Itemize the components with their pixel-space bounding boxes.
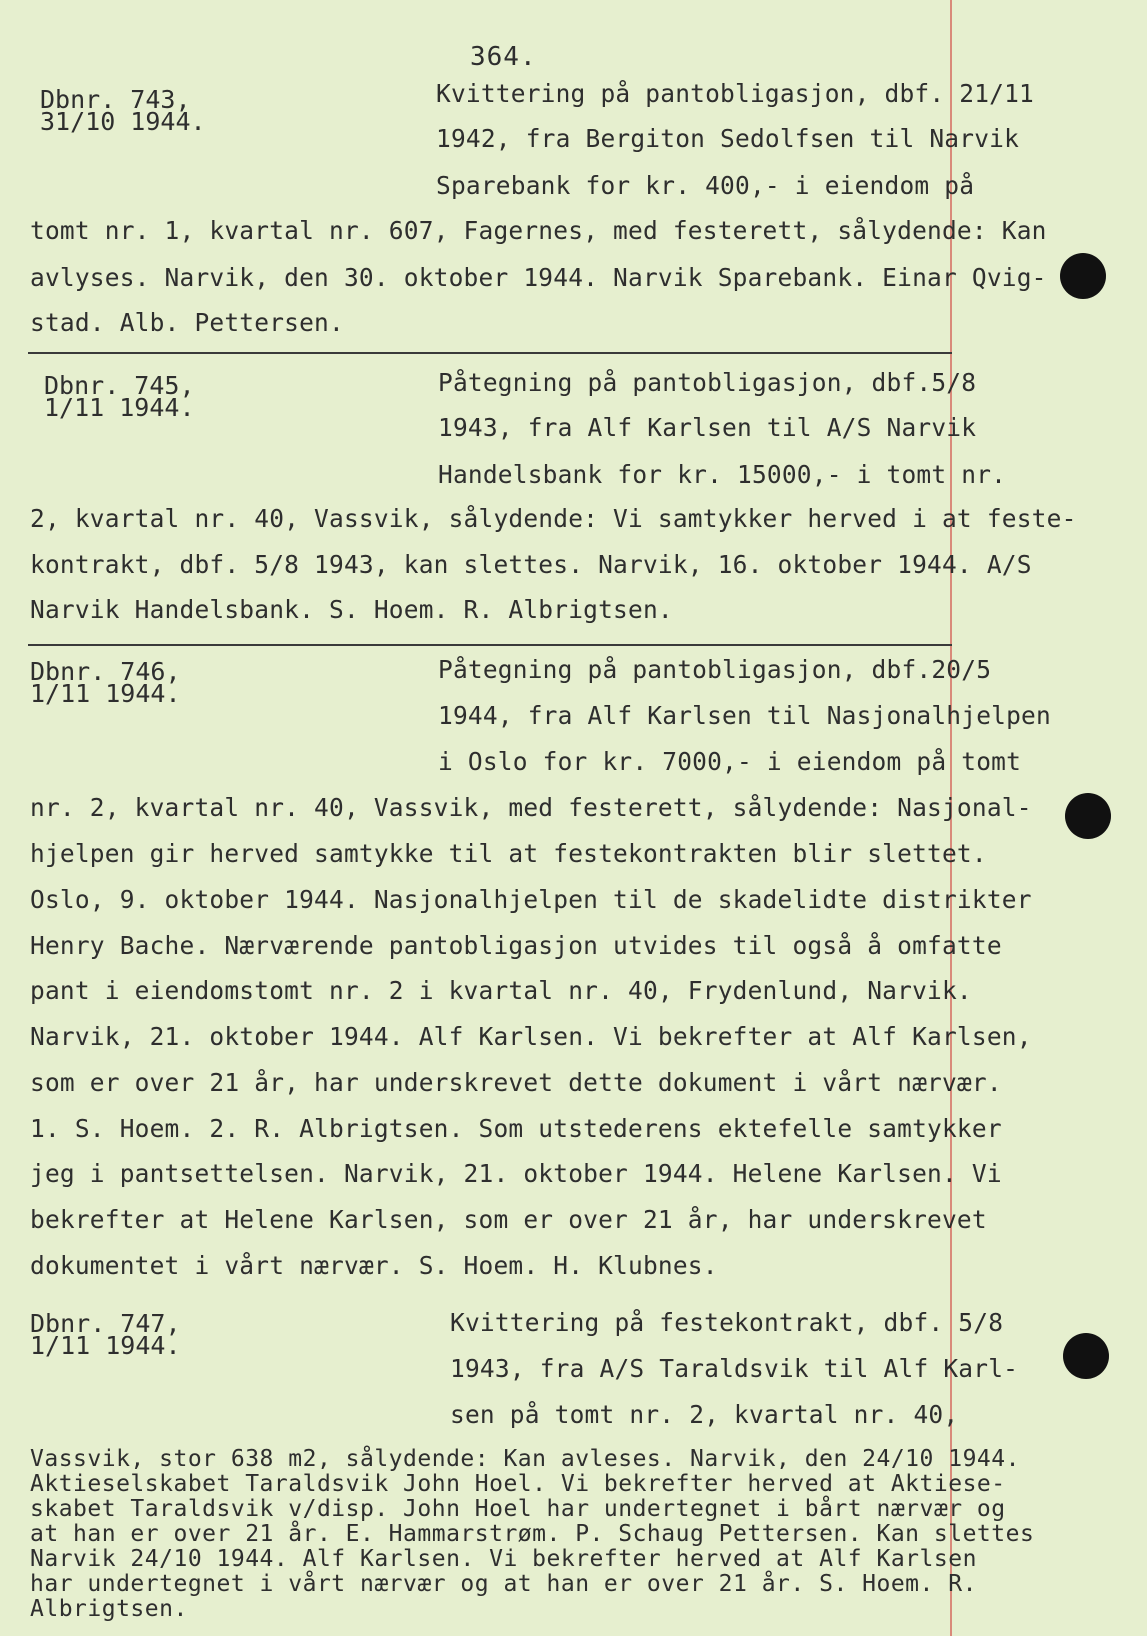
entry-text-line: Påtegning på pantobligasjon, dbf.20/5 (438, 655, 992, 684)
entry-divider (28, 644, 952, 646)
entry-text-line: tomt nr. 1, kvartal nr. 607, Fagernes, med festerett, sålydende: Kan (30, 216, 1047, 245)
entry-text-line: hjelpen gir herved samtykke til at festekontrakten blir slettet. (30, 839, 987, 868)
entry-ref-date: 1/11 1944. (30, 1331, 181, 1360)
entry-text-line: har undertegnet i vårt nærvær og at han er over 21 år. S. Hoem. R. (30, 1571, 977, 1597)
entry-text-line: Henry Bache. Nærværende pantobligasjon utvides til også å omfatte (30, 931, 1002, 960)
entry-ref-date: 1/11 1944. (30, 679, 181, 708)
entry-text-line: Narvik 24/10 1944. Alf Karlsen. Vi bekrefter herved at Alf Karlsen (30, 1546, 977, 1572)
entry-text-line: Vassvik, stor 638 m2, sålydende: Kan avleses. Narvik, den 24/10 1944. (30, 1446, 1020, 1472)
entry-text-line: kontrakt, dbf. 5/8 1943, kan slettes. Narvik, 16. oktober 1944. A/S (30, 550, 1032, 579)
entry-text-line: bekrefter at Helene Karlsen, som er over 21 år, har underskrevet (30, 1205, 987, 1234)
entry-text-line: pant i eiendomstomt nr. 2 i kvartal nr. 40, Frydenlund, Narvik. (30, 976, 972, 1005)
entry-text-line: Narvik Handelsbank. S. Hoem. R. Albrigtsen. (30, 595, 673, 624)
entry-text-line: Oslo, 9. oktober 1944. Nasjonalhjelpen til de skadelidte distrikter (30, 885, 1032, 914)
entry-text-line: Kvittering på pantobligasjon, dbf. 21/11 (436, 79, 1035, 108)
entry-ref-number: Dbnr. 747, (30, 1309, 181, 1338)
punch-hole-top (1060, 253, 1106, 299)
entry-text-line: dokumentet i vårt nærvær. S. Hoem. H. Klubnes. (30, 1251, 718, 1280)
entry-text-line: Sparebank for kr. 400,- i eiendom på (436, 171, 975, 200)
punch-hole-middle (1065, 793, 1111, 839)
entry-text-line: 1943, fra Alf Karlsen til A/S Narvik (438, 413, 977, 442)
entry-text-line: stad. Alb. Pettersen. (30, 308, 344, 337)
punch-hole-bottom (1063, 1333, 1109, 1379)
entry-text-line: at han er over 21 år. E. Hammarstrøm. P. Schaug Pettersen. Kan slettes (30, 1521, 1035, 1547)
entry-text-line: Påtegning på pantobligasjon, dbf.5/8 (438, 368, 977, 397)
entry-text-line: sen på tomt nr. 2, kvartal nr. 40, (450, 1400, 959, 1429)
entry-ref-number: Dbnr. 745, (44, 371, 195, 400)
entry-text-line: Albrigtsen. (30, 1596, 188, 1622)
entry-text-line: 1944, fra Alf Karlsen til Nasjonalhjelpen (438, 701, 1051, 730)
entry-text-line: jeg i pantsettelsen. Narvik, 21. oktober 1944. Helene Karlsen. Vi (30, 1159, 1002, 1188)
entry-text-line: Aktieselskabet Taraldsvik John Hoel. Vi bekrefter herved at Aktiese- (30, 1471, 1006, 1497)
entry-ref-date: 31/10 1944. (40, 107, 206, 136)
entry-ref-number: Dbnr. 743, (40, 85, 191, 114)
entry-text-line: skabet Taraldsvik v/disp. John Hoel har undertegnet i bårt nærvær og (30, 1496, 1006, 1522)
entry-text-line: Handelsbank for kr. 15000,- i tomt nr. (438, 460, 1007, 489)
entry-text-line: som er over 21 år, har underskrevet dette dokument i vårt nærvær. (30, 1068, 1002, 1097)
entry-text-line: Kvittering på festekontrakt, dbf. 5/8 (450, 1308, 1004, 1337)
page-number: 364. (470, 42, 537, 72)
entry-ref-date: 1/11 1944. (44, 393, 195, 422)
entry-text-line: nr. 2, kvartal nr. 40, Vassvik, med festerett, sålydende: Nasjonal- (30, 793, 1032, 822)
entry-text-line: 1942, fra Bergiton Sedolfsen til Narvik (436, 124, 1020, 153)
entry-text-line: Narvik, 21. oktober 1944. Alf Karlsen. Vi bekrefter at Alf Karlsen, (30, 1022, 1032, 1051)
entry-text-line: 1. S. Hoem. 2. R. Albrigtsen. Som utstederens ektefelle samtykker (30, 1114, 1002, 1143)
entry-text-line: i Oslo for kr. 7000,- i eiendom på tomt (438, 747, 1022, 776)
entry-text-line: 2, kvartal nr. 40, Vassvik, sålydende: Vi samtykker herved i at feste- (30, 504, 1077, 533)
entry-text-line: 1943, fra A/S Taraldsvik til Alf Karl- (450, 1354, 1019, 1383)
entry-text-line: avlyses. Narvik, den 30. oktober 1944. Narvik Sparebank. Einar Qvig- (30, 263, 1047, 292)
entry-ref-number: Dbnr. 746, (30, 657, 181, 686)
entry-divider (28, 352, 952, 354)
